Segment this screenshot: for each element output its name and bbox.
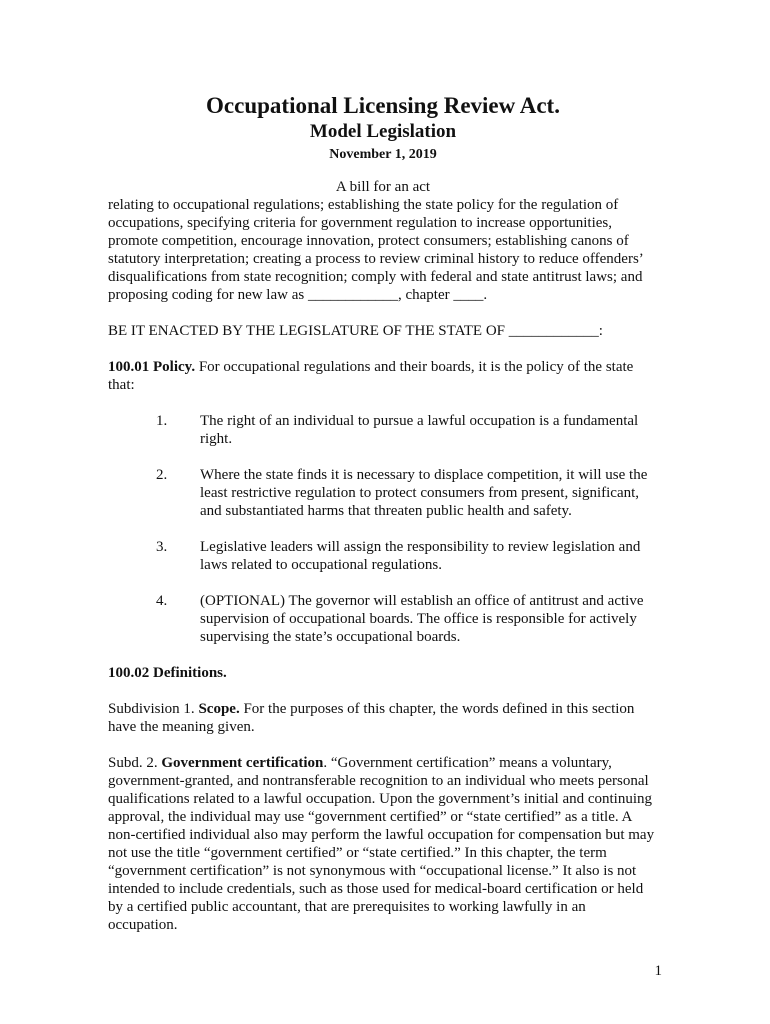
policy-section-intro: [108, 358, 658, 394]
policy-item-number: 4.: [156, 593, 168, 609]
subdivision-1-label: Scope.: [198, 701, 240, 717]
document-subtitle: Model Legislation: [309, 121, 457, 142]
subdivision-2-prefix: Subd. 2.: [108, 755, 162, 771]
policy-item-text: The right of an individual to pursue a lawful occupation is a fundamental right.: [200, 413, 639, 447]
policy-section-text: For occupational regulations and their boards, it is the policy of the state that:: [108, 359, 634, 393]
policy-list-item: [108, 538, 658, 574]
bill-heading: A bill for an act: [335, 179, 431, 195]
enactment-clause: BE IT ENACTED BY THE LEGISLATURE OF THE STATE OF ____________:: [108, 323, 603, 339]
policy-list-item: [108, 466, 658, 520]
policy-item-number: 1.: [156, 413, 168, 429]
document-title: Occupational Licensing Review Act.: [206, 93, 560, 118]
document-body: [108, 92, 658, 934]
policy-item-number: 2.: [156, 467, 168, 483]
policy-item-number: 3.: [156, 539, 168, 555]
policy-list-item: [108, 412, 658, 448]
document-date: November 1, 2019: [329, 147, 437, 162]
definitions-heading-text: 100.02 Definitions.: [108, 665, 227, 681]
subdivision-1-prefix: Subdivision 1.: [108, 701, 199, 717]
page-number: 1: [654, 963, 662, 979]
bill-description: relating to occupational regulations; establishing the state policy for the regulation of occupations, specifying criteria for government regulation to increase opportunities, promote competition, encourage innovation, protect consumers; establishing canons of statutory interpretation; creating a process to review criminal history to reduce offenders’ disqualifications from state recognition; comply with federal and state antitrust laws; and proposing coding for new law as ____________, chapter ____.: [108, 197, 643, 303]
policy-item-text: Legislative leaders will assign the responsibility to review legislation and laws related to occupational regulations.: [200, 539, 641, 573]
definitions-heading: [108, 664, 658, 682]
subdivision-2-text: . “Government certification” means a voluntary, government-granted, and nontransferable recognition to an individual who meets personal qualifications related to a lawful occupation. Upon the government’s initial and continuing approval, the individual may use “government certified” or “state certified” as a title. A non-certified individual also may perform the lawful occupation for compensation but may not use the title “government certified” or “state certified.” In this chapter, the term “government certification” is not synonymous with “occupational license.” It also is not intended to include credentials, such as those used for medical-board certification or held by a certified public accountant, that are prerequisites to working lawfully in an occupation.: [108, 755, 655, 933]
policy-item-text: (OPTIONAL) The governor will establish an office of antitrust and active supervision of occupational boards. The office is responsible for actively supervising the state’s occupational boards.: [200, 593, 644, 645]
policy-section-label: 100.01 Policy.: [108, 359, 196, 375]
policy-list-item: [108, 592, 658, 646]
subdivision-1: [108, 700, 658, 736]
policy-item-text: Where the state finds it is necessary to displace competition, it will use the least restrictive regulation to protect consumers from present, significant, and substantiated harms that threaten public health and safety.: [200, 467, 648, 519]
subdivision-1-text: For the purposes of this chapter, the words defined in this section have the meaning given.: [108, 701, 635, 735]
subdivision-2-label: Government certification: [161, 755, 324, 771]
policy-list: [108, 412, 658, 646]
subdivision-2: [108, 754, 658, 934]
